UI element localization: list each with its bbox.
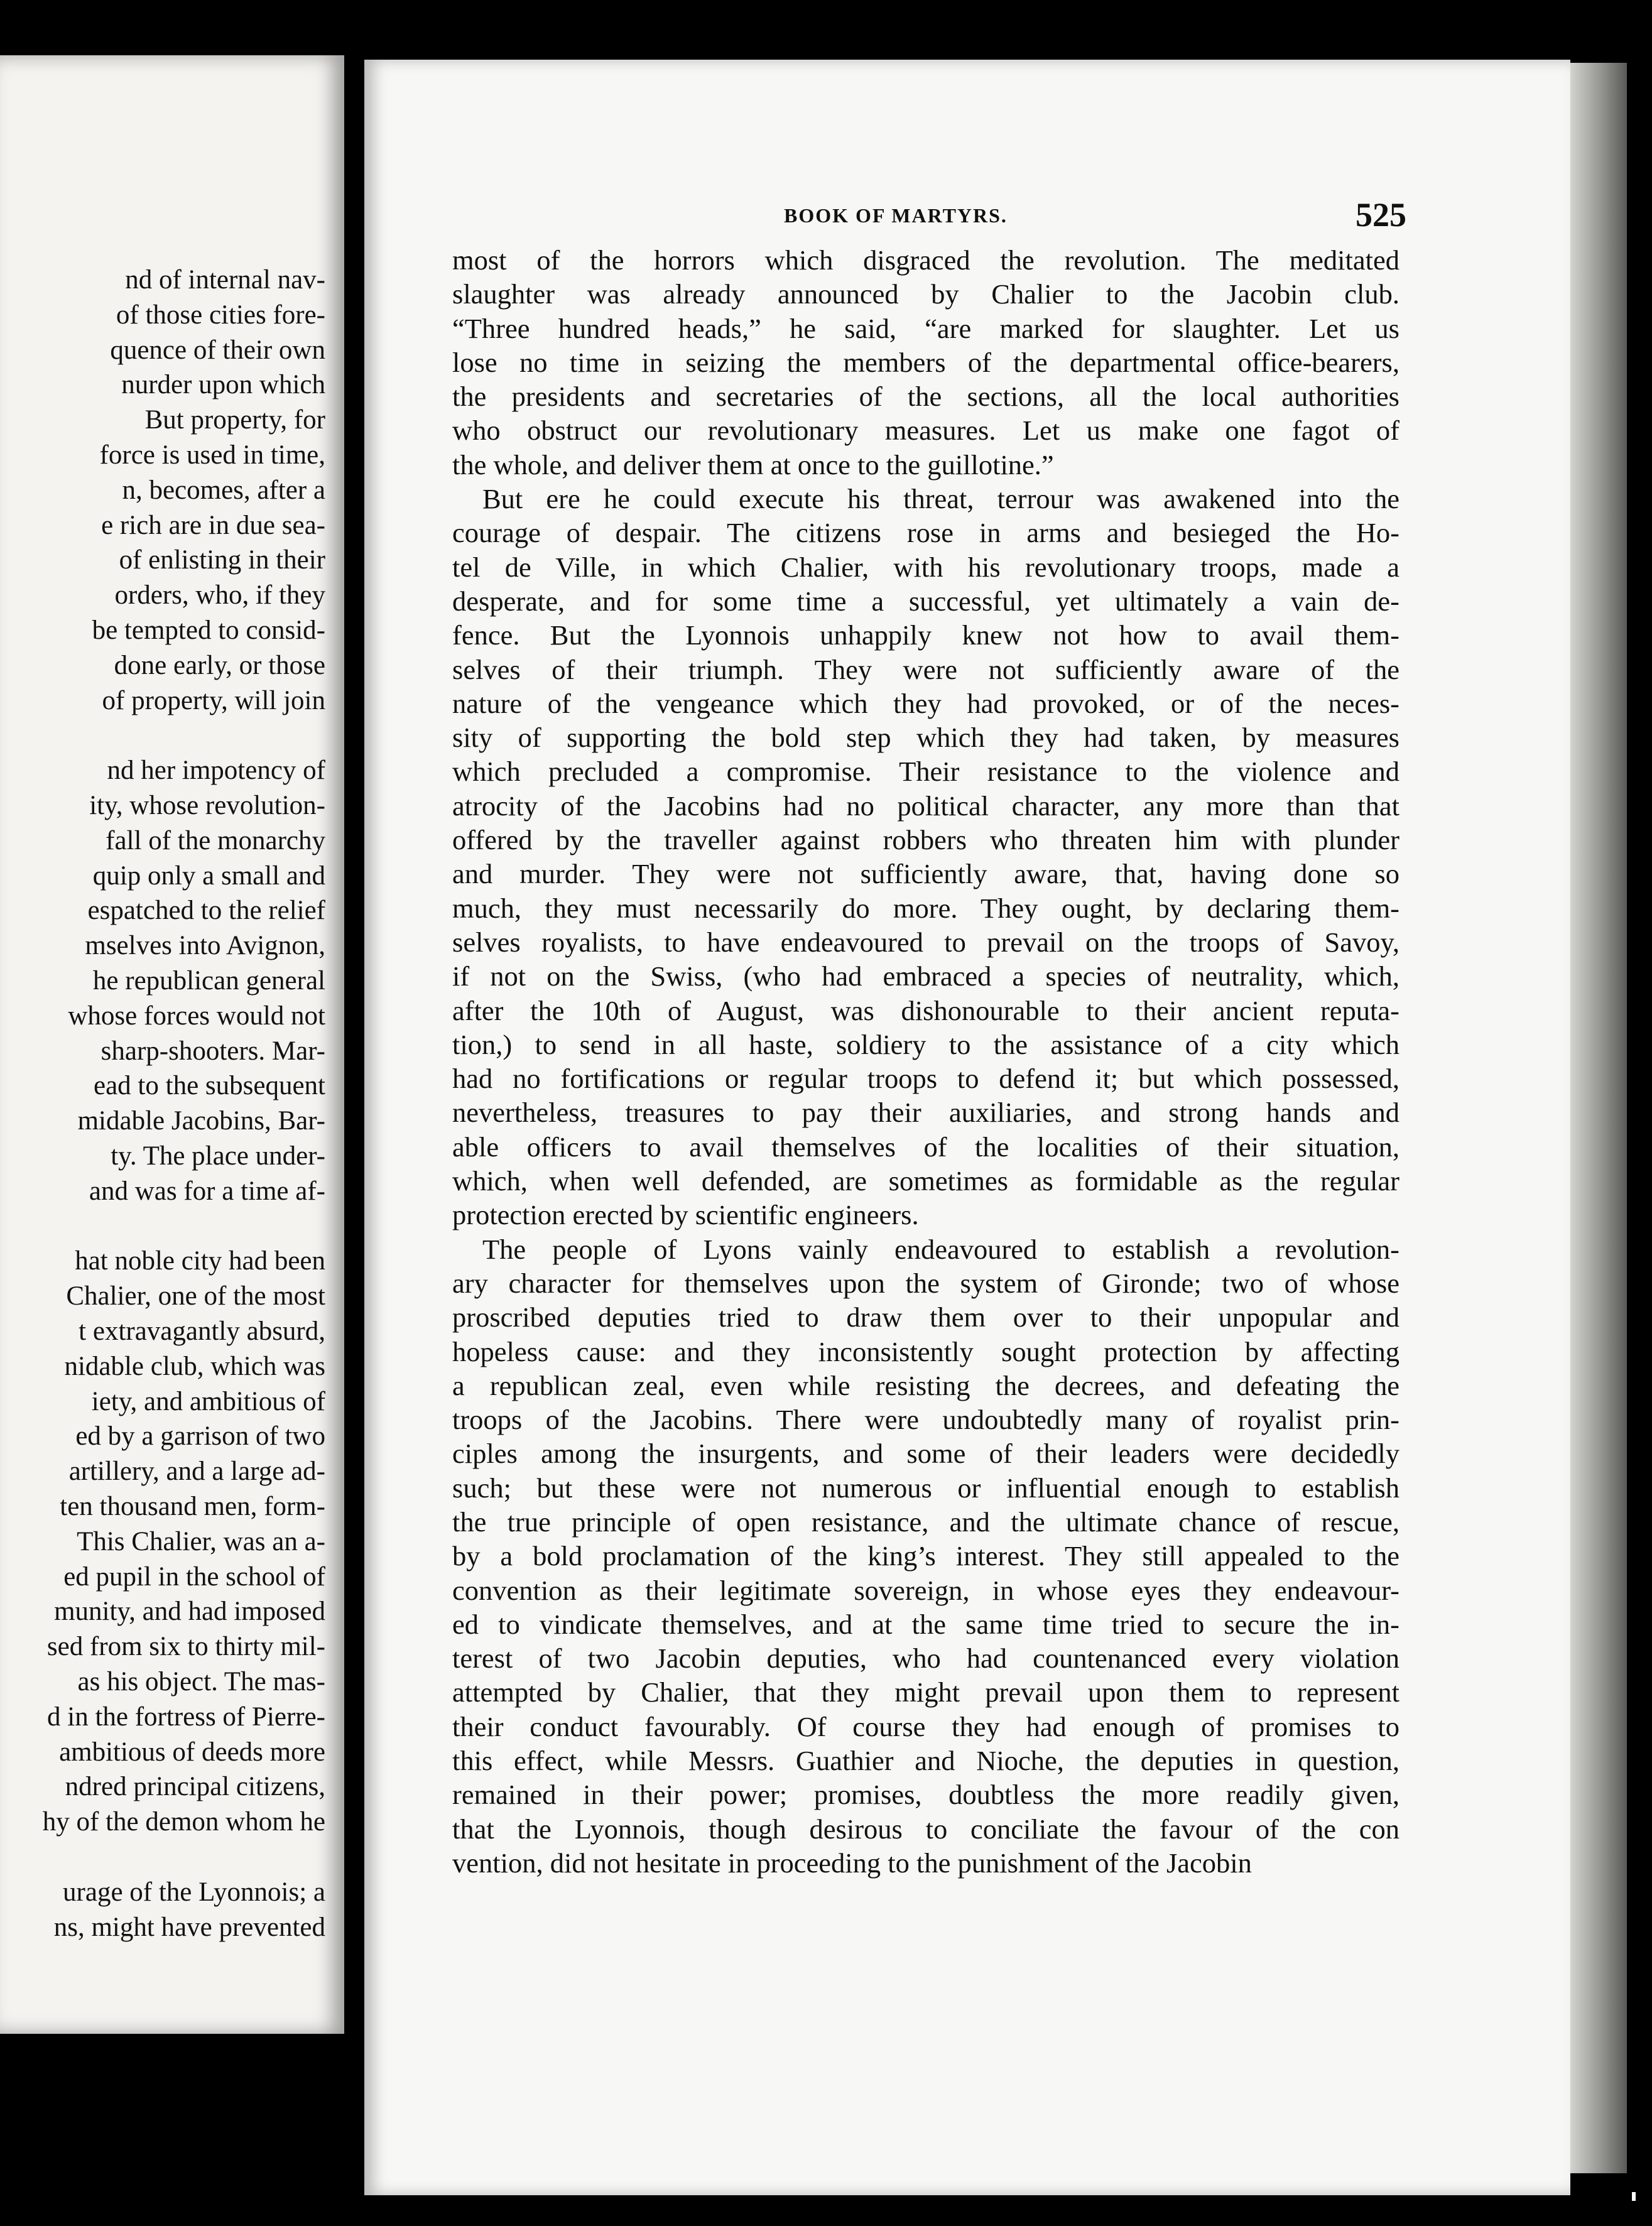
text-line: the whole, and deliver them at once to the guillotine.” (452, 448, 1054, 480)
body-text (452, 243, 1399, 1880)
text-line: who obstruct our revolutionary measures. Let us make one fagot of (452, 415, 1399, 447)
text-line: desperate, and for some time a successful, yet ultimately a vain de- (452, 585, 1399, 617)
text-line: their conduct favourably. Of course they had enough of promises to (452, 1710, 1399, 1742)
text-line: remained in their power; promises, doubtless the more readily given, (452, 1779, 1399, 1811)
left-page-line: ambitious of deeds more (59, 1737, 325, 1767)
text-line: tel de Ville, in which Chalier, with his revolutionary troops, made a (452, 551, 1399, 583)
left-page-line: ity, whose revolution- (89, 791, 325, 820)
text-line: the true principle of open resistance, and the ultimate chance of rescue, (452, 1506, 1399, 1538)
left-page-line: d in the fortress of Pierre- (47, 1702, 325, 1732)
text-line: nature of the vengeance which they had provoked, or of the neces- (452, 687, 1399, 719)
text-line: such; but these were not numerous or influential enough to establish (452, 1472, 1399, 1504)
left-page-line: force is used in time, (99, 440, 325, 470)
left-page-line: espatched to the relief (87, 896, 325, 926)
left-page-line: urage of the Lyonnois; a (63, 1877, 325, 1907)
left-page-line: be tempted to consid- (92, 616, 325, 645)
left-page-line: But property, for (144, 405, 325, 435)
text-line: convention as their legitimate sovereign, in whose eyes they endeavour- (452, 1574, 1399, 1606)
text-line: fence. But the Lyonnois unhappily knew not how to avail them- (452, 619, 1399, 651)
left-page-line: ed by a garrison of two (75, 1421, 325, 1452)
text-line: tion,) to send in all haste, soldiery to the assistance of a city which (452, 1028, 1399, 1060)
text-line: protection erected by scientific engineers. (452, 1199, 919, 1231)
left-page-line: nurder upon which (121, 370, 325, 400)
text-line: troops of the Jacobins. There were undoubtedly many of royalist prin- (452, 1404, 1399, 1436)
left-page-line: nd her impotency of (107, 756, 325, 786)
left-page-line: orders, who, if they (114, 580, 325, 611)
text-line: The people of Lyons vainly endeavoured to establish a revolution- (482, 1233, 1399, 1265)
scan-corner-mark (1632, 2192, 1636, 2201)
left-page-line: nidable club, which was (64, 1351, 325, 1381)
left-page-line: and was for a time af- (89, 1176, 325, 1206)
text-line: hopeless cause: and they inconsistently sought protection by affecting (452, 1335, 1399, 1367)
text-line: proscribed deputies tried to draw them over to their unpopular and (452, 1301, 1399, 1333)
left-page-line: whose forces would not (68, 1001, 325, 1031)
left-page-line: n, becomes, after a (122, 475, 325, 505)
left-page-line: fall of the monarchy (106, 825, 325, 855)
text-line: ary character for themselves upon the system of Gironde; two of whose (452, 1267, 1399, 1299)
left-page-line: Chalier, one of the most (66, 1281, 325, 1311)
left-page-line: quip only a small and (92, 861, 325, 891)
left-page-line: ndred principal citizens, (65, 1772, 325, 1802)
text-line: offered by the traveller against robbers who threaten him with plunder (452, 824, 1399, 856)
text-line: much, they must necessarily do more. They ought, by declaring them- (452, 892, 1399, 924)
left-page-line: ty. The place under- (111, 1141, 325, 1171)
text-line: vention, did not hesitate in proceeding to the punishment of the Jacobin (452, 1847, 1252, 1879)
text-line: which precluded a compromise. Their resistance to the violence and (452, 756, 1399, 788)
text-line: which, when well defended, are sometimes as formidable as the regular (452, 1165, 1399, 1197)
left-page-line: of enlisting in their (119, 545, 325, 575)
left-page-line: done early, or those (114, 650, 325, 680)
left-page-line: nd of internal nav- (125, 265, 325, 295)
text-line: had no fortifications or regular troops to defend it; but which possessed, (452, 1063, 1399, 1095)
left-page-line: midable Jacobins, Bar- (77, 1106, 325, 1136)
left-page-line: ead to the subsequent (94, 1071, 325, 1101)
left-page-line: munity, and had imposed (54, 1597, 325, 1627)
left-page-line: as his object. The mas- (77, 1667, 325, 1697)
text-line: selves royalists, to have endeavoured to prevail on the troops of Savoy, (452, 926, 1399, 958)
text-line: attempted by Chalier, that they might prevail upon them to represent (452, 1676, 1399, 1708)
text-line: courage of despair. The citizens rose in arms and besieged the Ho- (452, 517, 1399, 549)
left-page-line: of those cities fore- (116, 300, 325, 330)
text-line: “Three hundred heads,” he said, “are marked for slaughter. Let us (452, 312, 1399, 344)
text-line: ed to vindicate themselves, and at the same time tried to secure the in- (452, 1608, 1399, 1640)
text-line: atrocity of the Jacobins had no political character, any more than that (452, 790, 1399, 822)
left-facing-page (0, 55, 344, 2034)
text-line: nevertheless, treasures to pay their auxiliaries, and strong hands and (452, 1097, 1399, 1129)
text-line: a republican zeal, even while resisting the decrees, and defeating the (452, 1369, 1399, 1401)
text-line: able officers to avail themselves of the localities of their situation, (452, 1131, 1399, 1163)
left-page-line: he republican general (92, 966, 325, 996)
left-page-line: artillery, and a large ad- (68, 1457, 325, 1487)
left-page-line: t extravagantly absurd, (79, 1317, 325, 1346)
left-page-line: e rich are in due sea- (101, 510, 325, 540)
right-main-page (364, 60, 1570, 2195)
left-page-line: sed from six to thirty mil- (46, 1632, 325, 1662)
text-line: this effect, while Messrs. Guathier and Nioche, the deputies in question, (452, 1745, 1399, 1777)
text-line: after the 10th of August, was dishonourable to their ancient reputa- (452, 994, 1399, 1026)
left-page-line: ten thousand men, form- (60, 1492, 325, 1521)
left-page-line: ns, might have prevented (53, 1912, 325, 1942)
running-head-title: BOOK OF MARTYRS. (784, 204, 1008, 227)
left-page-line: sharp-shooters. Mar- (101, 1036, 325, 1066)
text-line: by a bold proclamation of the king’s interest. They still appealed to the (452, 1540, 1399, 1572)
page-number: 525 (1356, 196, 1406, 234)
left-page-line: iety, and ambitious of (91, 1386, 325, 1416)
text-line: the presidents and secretaries of the sections, all the local authorities (452, 381, 1399, 413)
text-line: slaughter was already announced by Chalier to the Jacobin club. (452, 278, 1399, 310)
text-line: if not on the Swiss, (who had embraced a species of neutrality, which, (452, 960, 1399, 992)
left-page-line: of property, will join (102, 685, 325, 715)
text-line: ciples among the insurgents, and some of their leaders were decidedly (452, 1438, 1399, 1470)
left-page-line: This Chalier, was an a- (77, 1526, 325, 1556)
text-line: selves of their triumph. They were not sufficiently aware of the (452, 653, 1399, 685)
left-page-line: ed pupil in the school of (63, 1561, 325, 1592)
text-line: sity of supporting the bold step which they had taken, by measures (452, 722, 1399, 754)
text-line: and murder. They were not sufficiently aware, that, having done so (452, 858, 1399, 890)
text-line: But ere he could execute his threat, terrour was awakened into the (482, 483, 1399, 515)
text-line: most of the horrors which disgraced the revolution. The meditated (452, 244, 1399, 276)
text-line: that the Lyonnois, though desirous to conciliate the favour of the con (452, 1813, 1399, 1845)
left-page-line: hat noble city had been (75, 1246, 325, 1276)
text-line: terest of two Jacobin deputies, who had countenanced every violation (452, 1642, 1399, 1675)
left-page-line: mselves into Avignon, (85, 931, 325, 961)
text-line: lose no time in seizing the members of the departmental office-bearers, (452, 346, 1399, 378)
left-page-line: hy of the demon whom he (42, 1807, 325, 1837)
left-page-line: quence of their own (110, 335, 325, 365)
